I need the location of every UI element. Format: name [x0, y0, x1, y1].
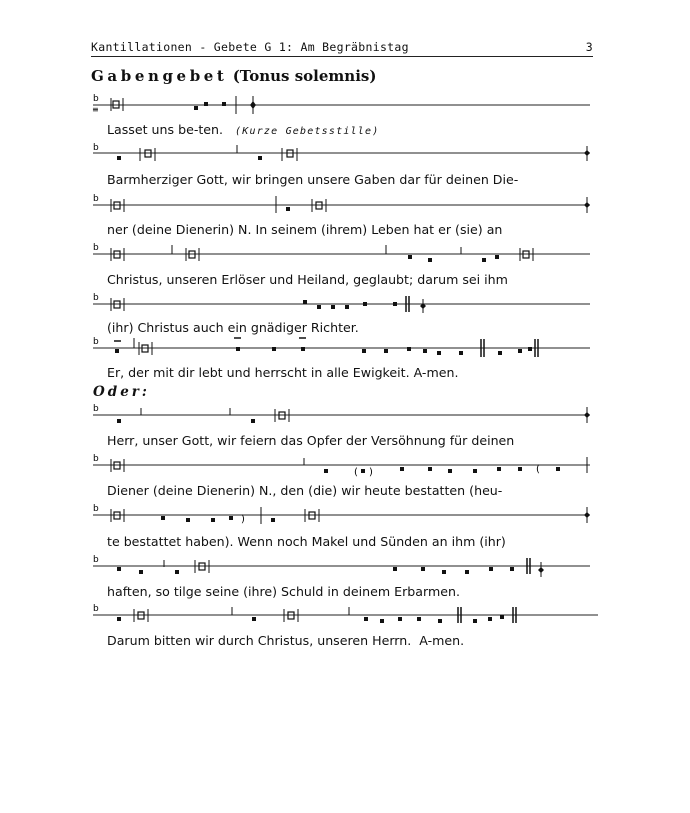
lyric-line-1	[107, 122, 379, 137]
lyric-text-1: Lasset uns be-ten.	[107, 122, 224, 137]
section-title-main: Gabengebet	[91, 67, 228, 85]
lyric-line-8: Diener (deine Dienerin) N., den (die) wir heute bestatten (heu-	[107, 483, 503, 498]
chant-staff-7	[0, 404, 690, 432]
header-title: Kantillationen - Gebete G 1: Am Begräbnistag	[91, 40, 409, 54]
chant-staff-4	[0, 243, 690, 271]
lyric-line-5: (ihr) Christus auch ein gnädiger Richter.	[107, 320, 359, 335]
chant-line-7	[0, 404, 690, 454]
svg-text:b: b	[93, 243, 99, 253]
lyric-line-4: Christus, unseren Erlöser und Heiland, geglaubt; darum sei ihm	[107, 272, 508, 287]
lyric-line-10: haften, so tilge seine (ihre) Schuld in deinem Erbarmen.	[107, 584, 460, 599]
rubric-text: (Kurze Gebetsstille)	[235, 126, 380, 137]
chant-line-8	[0, 454, 690, 504]
svg-text:b: b	[93, 404, 99, 414]
lyric-line-7: Herr, unser Gott, wir feiern das Opfer der Versöhnung für deinen	[107, 433, 515, 448]
chant-line-4	[0, 243, 690, 293]
svg-text:b: b	[93, 454, 99, 464]
chant-line-3	[0, 193, 690, 243]
chant-staff-9	[0, 504, 690, 532]
chant-line-6	[0, 335, 690, 385]
section-title	[91, 67, 376, 85]
svg-text:b: b	[93, 337, 99, 347]
section-title-subtitle: (Tonus solemnis)	[232, 67, 377, 85]
page-number: 3	[585, 40, 593, 54]
lyric-line-9: te bestattet haben). Wenn noch Makel und Sünden an ihm (ihr)	[107, 534, 506, 549]
chant-staff-6	[0, 335, 690, 363]
lyric-line-11: Darum bitten wir durch Christus, unseren Herrn. A-men.	[107, 633, 465, 648]
chant-line-9	[0, 504, 690, 554]
svg-text:b: b	[93, 194, 99, 204]
svg-text:(: (	[536, 464, 540, 475]
chant-staff-11	[0, 604, 690, 632]
clef-icon: ≡	[92, 105, 99, 114]
running-header	[91, 38, 593, 57]
chant-line-1	[0, 92, 690, 142]
lyric-line-3: ner (deine Dienerin) N. In seinem (ihrem) Leben hat er (sie) an	[107, 222, 503, 237]
lyric-line-2: Barmherziger Gott, wir bringen unsere Gaben dar für deinen Die-	[107, 172, 519, 187]
flat-sign-icon: b	[93, 94, 99, 104]
svg-text:b: b	[93, 143, 99, 153]
chant-staff-1	[0, 92, 690, 120]
svg-text:): )	[369, 467, 373, 478]
svg-text:b: b	[93, 604, 99, 614]
chant-staff-5	[0, 293, 690, 321]
chant-staff-2	[0, 143, 690, 171]
chant-line-2	[0, 143, 690, 193]
lyric-line-6: Er, der mit dir lebt und herrscht in alle Ewigkeit. A-men.	[107, 365, 459, 380]
svg-text:): )	[241, 514, 245, 525]
svg-text:b: b	[93, 504, 99, 514]
svg-text:(: (	[354, 467, 358, 478]
chant-line-11	[0, 604, 690, 654]
alternative-label: Oder:	[93, 384, 150, 400]
svg-text:b: b	[93, 555, 99, 565]
chant-line-10	[0, 555, 690, 605]
chant-staff-10	[0, 555, 690, 583]
chant-staff-8	[0, 454, 690, 482]
chant-staff-3	[0, 193, 690, 221]
svg-text:b: b	[93, 293, 99, 303]
